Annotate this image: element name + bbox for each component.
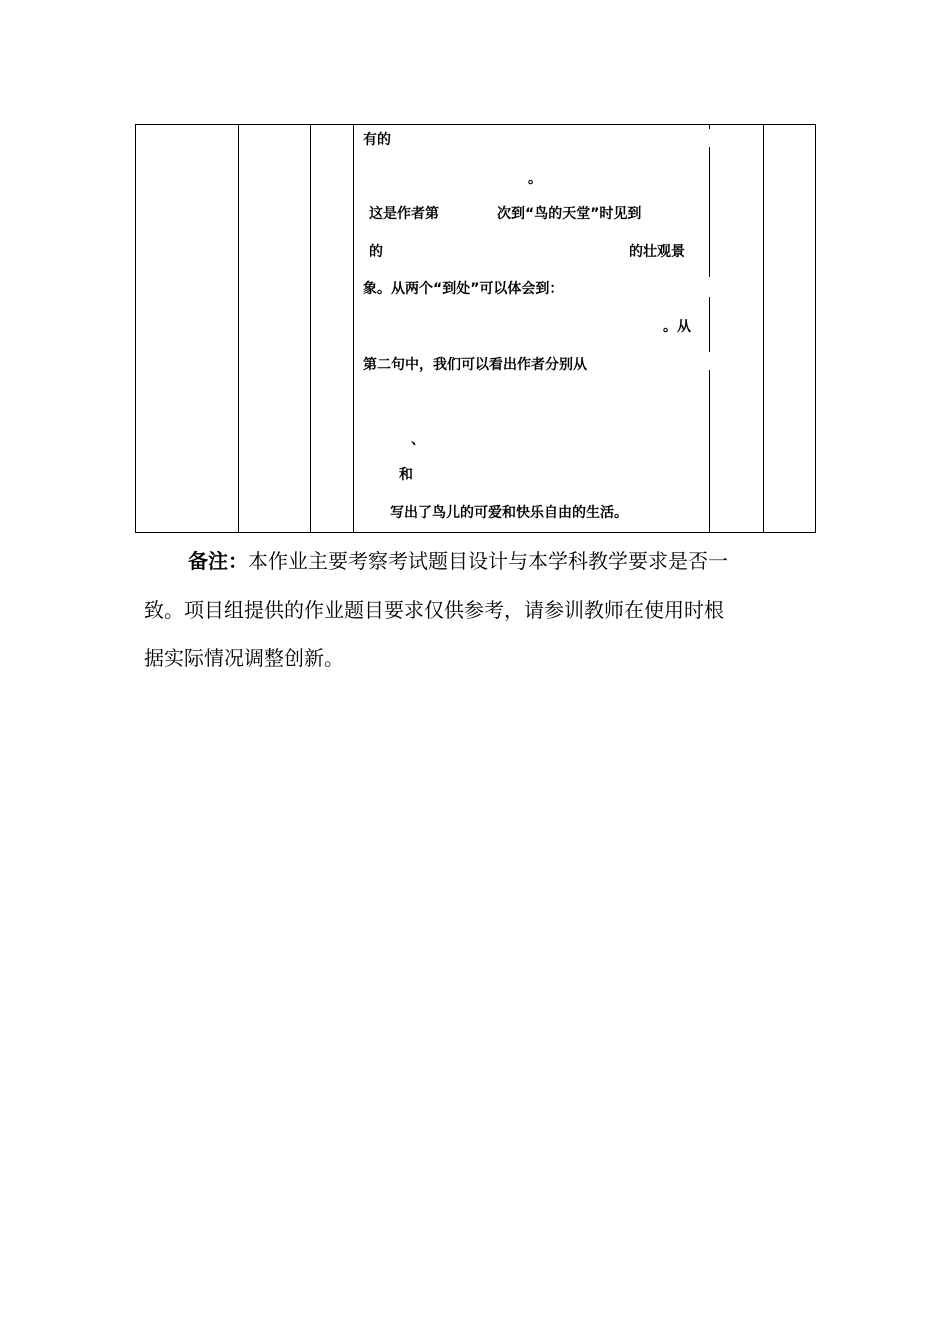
cell-line: 有的 bbox=[363, 132, 391, 148]
column-divider-segment bbox=[709, 147, 710, 277]
column-divider bbox=[763, 125, 764, 532]
cell-line: 第二句中，我们可以看出作者分别从 bbox=[363, 357, 587, 373]
cell-line: 。从 bbox=[663, 319, 691, 335]
column-divider bbox=[238, 125, 239, 532]
note-line-3: 据实际情况调整创新。 bbox=[144, 646, 344, 670]
note-line-1 bbox=[144, 537, 858, 585]
cell-line: 象。从两个“到处”可以体会到： bbox=[363, 281, 564, 297]
column-divider-segment bbox=[709, 370, 710, 533]
cell-line: 写出了鸟儿的可爱和快乐自由的生活。 bbox=[390, 505, 628, 521]
column-divider bbox=[310, 125, 311, 532]
cell-line: 、 bbox=[411, 432, 425, 448]
cell-line: 。 bbox=[528, 171, 542, 187]
exercise-table bbox=[135, 124, 816, 533]
column-divider-segment bbox=[709, 297, 710, 352]
cell-line: 这是作者第 bbox=[369, 206, 439, 222]
note-line-2: 致。项目组提供的作业题目要求仅供参考，请参训教师在使用时根 bbox=[144, 598, 724, 622]
note-label: 备注： bbox=[188, 549, 248, 573]
column-divider bbox=[353, 125, 354, 532]
cell-line: 次到“鸟的天堂”时见到 bbox=[497, 206, 642, 222]
column-divider-segment bbox=[709, 125, 710, 129]
cell-line: 和 bbox=[399, 467, 413, 483]
note-text-1: 本作业主要考察考试题目设计与本学科教学要求是否一 bbox=[248, 549, 728, 573]
cell-line: 的壮观景 bbox=[629, 244, 685, 260]
cell-line: 的 bbox=[369, 244, 383, 260]
